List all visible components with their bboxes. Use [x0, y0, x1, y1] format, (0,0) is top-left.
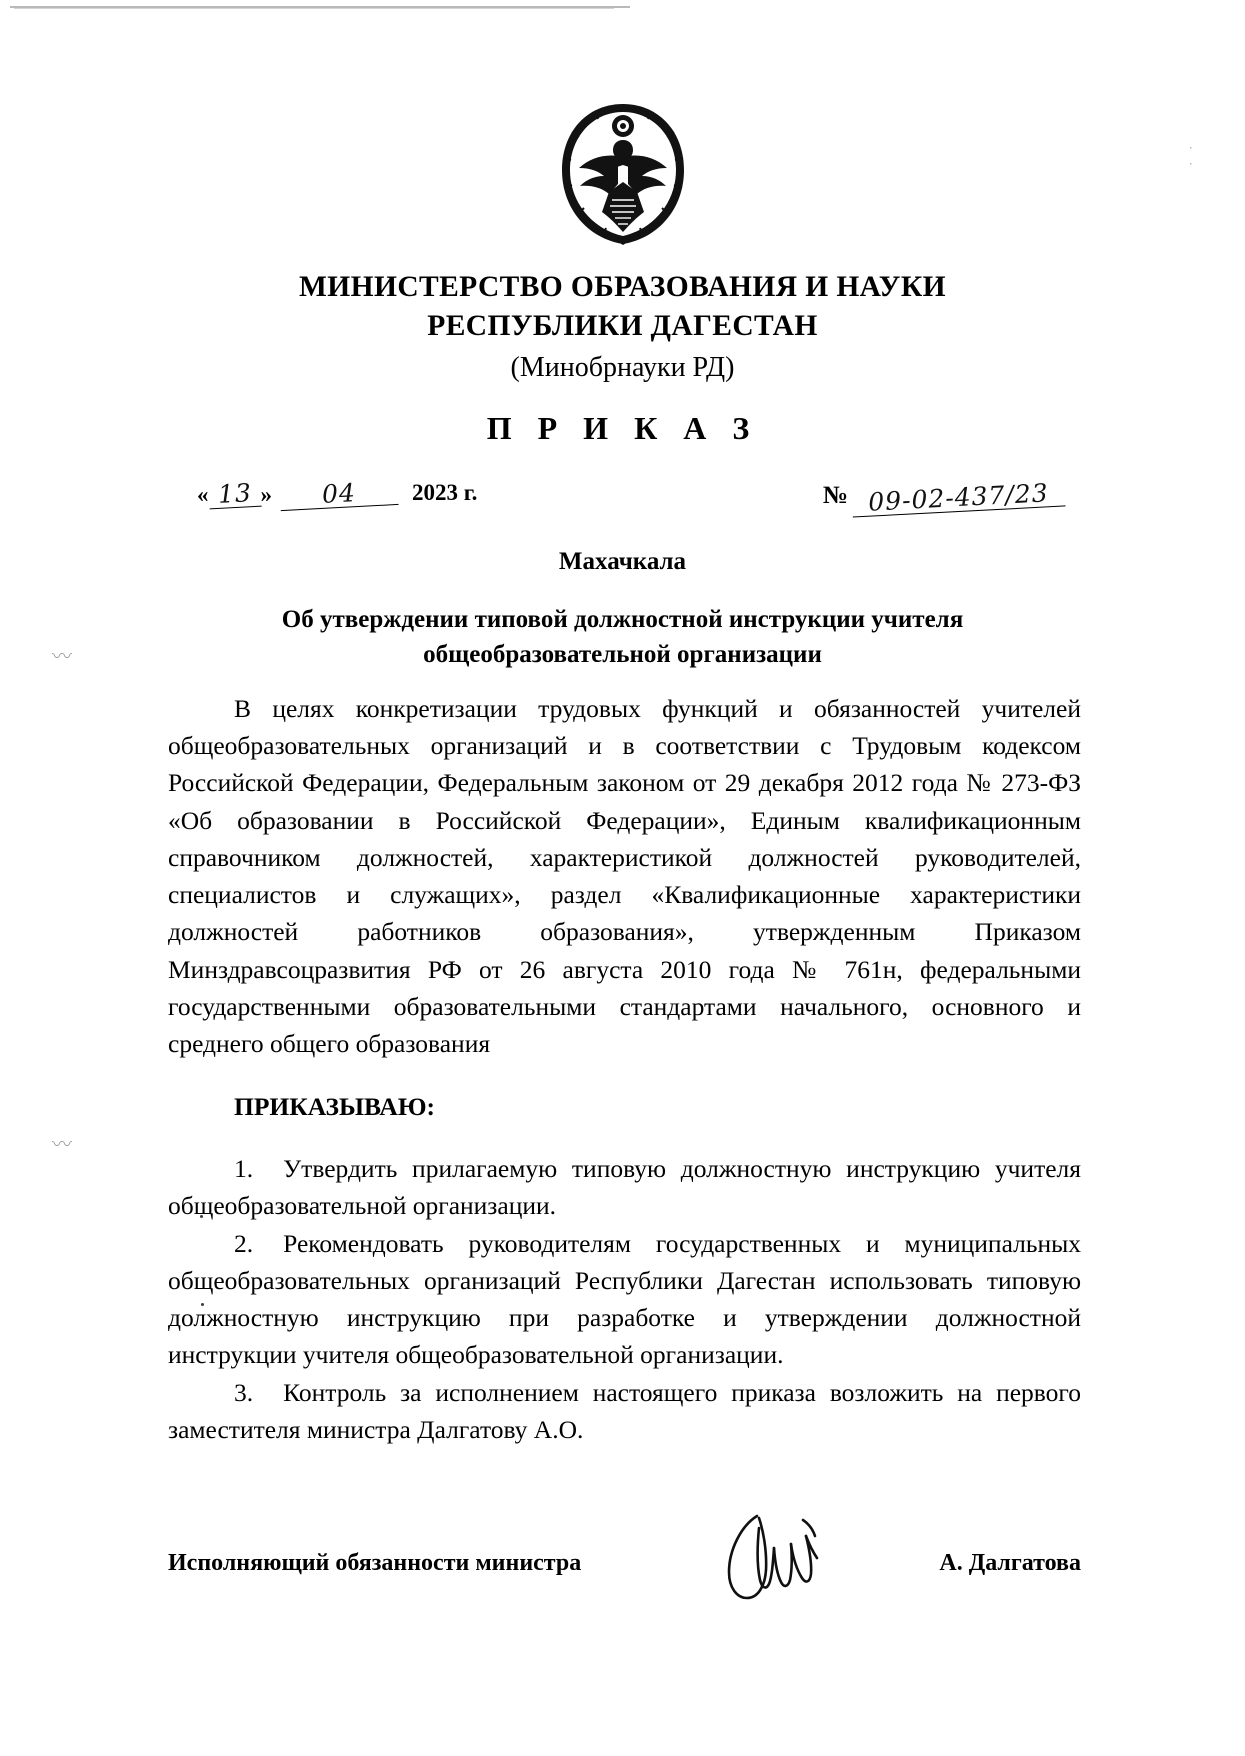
organization-name-line-1: МИНИСТЕРСТВО ОБРАЗОВАНИЯ И НАУКИ [299, 271, 946, 303]
emblem-container [0, 96, 1245, 256]
issuing-city: Махачкала [558, 548, 687, 575]
organization-short-name: (Минобрнауки РД) [510, 351, 735, 383]
document-date-group [197, 477, 478, 509]
scan-squiggle-artifact-two: 〰 [52, 1134, 72, 1156]
order-keyword: ПРИКАЗЫВАЮ: [234, 1092, 436, 1122]
document-subject-line-1: Об утверждении типовой должностной инструкции учителя [281, 606, 964, 633]
date-quote-close: » [260, 482, 272, 507]
order-item [168, 1150, 1081, 1224]
document-number-field[interactable]: 09-02-437/23 [851, 479, 1065, 517]
organization-name-line-2: РЕСПУБЛИКИ ДАГЕСТАН [427, 309, 818, 342]
document-subject-line-2: общеобразовательной организации [423, 640, 822, 668]
organization-header [0, 268, 1245, 388]
order-item-number: 1. [234, 1154, 254, 1184]
scan-speck-artifact: · · [1188, 140, 1193, 171]
document-body [168, 690, 1081, 1448]
date-month-field[interactable]: 04 [279, 478, 398, 511]
date-year-label: 2023 г. [412, 480, 478, 505]
scan-edge-artifact-secondary [14, 8, 614, 9]
signature-block [168, 1536, 1081, 1596]
document-kind-title: П Р И К А З [486, 410, 759, 446]
scan-squiggle-artifact: 〰 [52, 646, 72, 668]
order-items-list [168, 1150, 1081, 1448]
order-item-number: 2. [234, 1228, 254, 1258]
handwritten-signature-icon [703, 1504, 853, 1614]
signatory-name: А. Далгатова [939, 1550, 1081, 1576]
document-number-group [822, 478, 1065, 517]
document-subject [0, 603, 1245, 672]
order-item [168, 1374, 1081, 1448]
coat-of-arms-republic-of-dagestan-icon [548, 96, 698, 251]
order-item-text: Рекомендовать руководителям государственных и муниципальных общеобразовательных организаций Республики Дагестан использовать типовую должностную инструкцию при разработке и утверждении должностной инструкции учителя общеобразовательной организации. [168, 1228, 1081, 1370]
date-day-field[interactable]: 13 [208, 479, 261, 509]
preamble-paragraph: В целях конкретизации трудовых функций и обязанностей учителей общеобразовательных организаций и в соответствии с Трудовым кодексом Российской Федерации, Федеральным законом от 29 декабря 2012 года № 273-ФЗ «Об образовании в Российской Федерации», Единым квалификационным справочником должностей, характеристикой должностей руководителей, специалистов и служащих», раздел «Квалификационные характеристики должностей работников образования», утвержденным Приказом Минздравсоцразвития РФ от 26 августа 2010 года № 761н, федеральными государственными образовательными стандартами начального, основного и среднего общего образования [168, 694, 1081, 1058]
order-item-text: Утвердить прилагаемую типовую должностную инструкцию учителя общеобразовательной организации. [168, 1154, 1081, 1221]
number-sign-icon: № [822, 482, 848, 509]
order-item [168, 1225, 1081, 1374]
signatory-title: Исполняющий обязанности министра [168, 1550, 582, 1576]
order-item-text: Контроль за исполнением настоящего приказа возложить на первого заместителя министра Далгатову А.О. [168, 1377, 1081, 1444]
order-item-number: 3. [234, 1377, 254, 1407]
date-quote-open: « [197, 482, 209, 507]
document-meta-row [0, 477, 1245, 530]
